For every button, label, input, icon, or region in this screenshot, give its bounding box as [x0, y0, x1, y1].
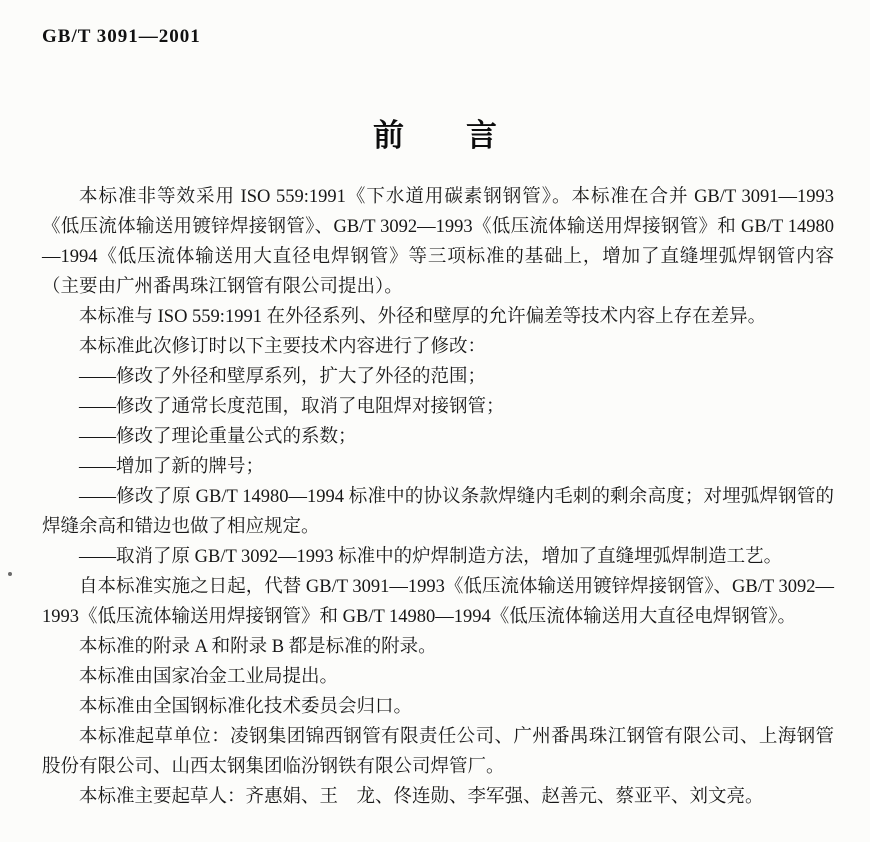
paragraph: 自本标准实施之日起，代替 GB/T 3091—1993《低压流体输送用镀锌焊接钢管》、GB/T 3092—1993《低压流体输送用焊接钢管》和 GB/T 14980—1994《低压流体输送用大直径电焊钢管》。 [42, 577, 834, 627]
revision-item: ——修改了通常长度范围，取消了电阻焊对接钢管； [79, 397, 505, 417]
paragraph: 本标准主要起草人：齐惠娟、王 龙、佟连勋、李军强、赵善元、蔡亚平、刘文亮。 [79, 787, 764, 807]
scan-artifact-dot [8, 572, 12, 576]
paragraph: 本标准起草单位：凌钢集团锦西钢管有限责任公司、广州番禺珠江钢管有限公司、上海钢管股份有限公司、山西太钢集团临汾钢铁有限公司焊管厂。 [42, 727, 834, 777]
revision-item: ——增加了新的牌号； [79, 457, 265, 477]
revision-item: ——修改了外径和壁厚系列，扩大了外径的范围； [79, 367, 487, 387]
revision-item: ——修改了理论重量公式的系数； [79, 427, 357, 447]
paragraph: 本标准由国家冶金工业局提出。 [79, 667, 339, 687]
page-title: 前 言 [373, 118, 497, 153]
standard-number-header: GB/T 3091—2001 [42, 26, 201, 47]
foreword-body [42, 182, 834, 812]
paragraph: 本标准此次修订时以下主要技术内容进行了修改： [79, 337, 487, 357]
paragraph: 本标准由全国钢标准化技术委员会归口。 [79, 697, 413, 717]
revision-item: ——取消了原 GB/T 3092—1993 标准中的炉焊制造方法，增加了直缝埋弧焊制造工艺。 [79, 547, 783, 567]
paragraph: 本标准与 ISO 559:1991 在外径系列、外径和壁厚的允许偏差等技术内容上存在差异。 [79, 307, 767, 327]
revision-item: ——修改了原 GB/T 14980—1994 标准中的协议条款焊缝内毛刺的剩余高度；对埋弧焊钢管的焊缝余高和错边也做了相应规定。 [42, 487, 834, 537]
paragraph: 本标准非等效采用 ISO 559:1991《下水道用碳素钢钢管》。本标准在合并 GB/T 3091—1993《低压流体输送用镀锌焊接钢管》、GB/T 3092—1993《低压流体输送用焊接钢管》和 GB/T 14980—1994《低压流体输送用大直径电焊钢管》等三项标准的基础上，增加了直缝埋弧焊钢管内容（主要由广州番禺珠江钢管有限公司提出）。 [42, 187, 834, 297]
paragraph: 本标准的附录 A 和附录 B 都是标准的附录。 [79, 637, 437, 657]
